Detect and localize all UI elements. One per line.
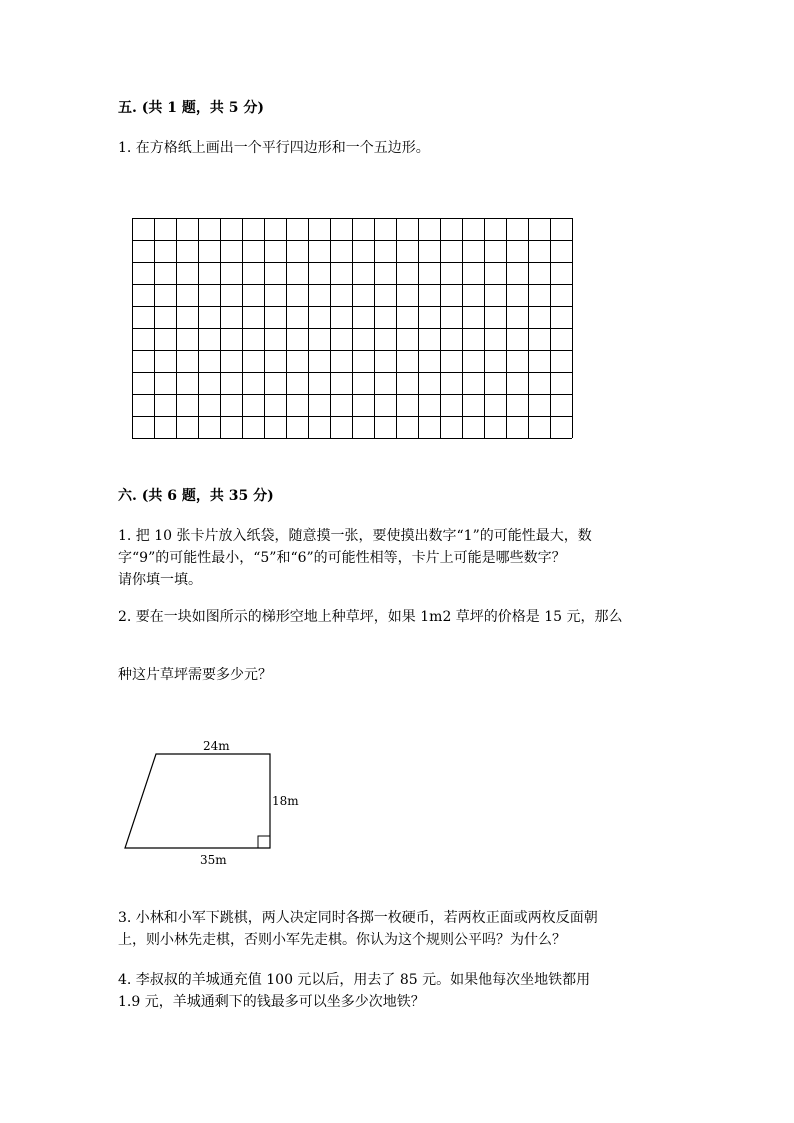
section-6-question-1-line-2: 字“9”的可能性最小，“5”和“6”的可能性相等，卡片上可能是哪些数字？ [118, 550, 566, 566]
section-6-question-4-line-2: 1.9 元，羊城通剩下的钱最多可以坐多少次地铁？ [118, 994, 425, 1010]
section-6-question-1-line-1: 1. 把 10 张卡片放入纸袋，随意摸一张，要使摸出数字“1”的可能性最大，数 [118, 528, 592, 544]
right-side-label: 18m [272, 794, 299, 808]
section-6-question-3-line-1: 3. 小林和小军下跳棋，两人决定同时各掷一枚硬币，若两枚正面或两枚反面朝 [118, 910, 598, 926]
section-5-heading: 五. (共 1 题，共 5 分) [118, 100, 264, 116]
right-angle-mark [258, 836, 270, 848]
square-grid-paper [131, 217, 575, 441]
section-6-question-3-line-2: 上，则小林先走棋，否则小军先走棋。你认为这个规则公平吗？为什么？ [118, 932, 566, 948]
trapezoid-figure [120, 735, 320, 870]
trapezoid-shape [125, 754, 270, 848]
section-6-question-2-line-2: 种这片草坪需要多少元？ [118, 667, 272, 683]
section-6-question-4-line-1: 4. 李叔叔的羊城通充值 100 元以后，用去了 85 元。如果他每次坐地铁都用 [118, 972, 591, 988]
bottom-side-label: 35m [200, 853, 227, 867]
top-side-label: 24m [203, 739, 230, 753]
section-6-heading: 六. (共 6 题，共 35 分) [118, 488, 274, 504]
section-5-question-1: 1. 在方格纸上画出一个平行四边形和一个五边形。 [118, 140, 430, 156]
section-6-question-2-line-1: 2. 要在一块如图所示的梯形空地上种草坪，如果 1m2 草坪的价格是 15 元，那么 [118, 609, 623, 625]
section-6-question-1-line-3: 请你填一填。 [118, 572, 202, 588]
